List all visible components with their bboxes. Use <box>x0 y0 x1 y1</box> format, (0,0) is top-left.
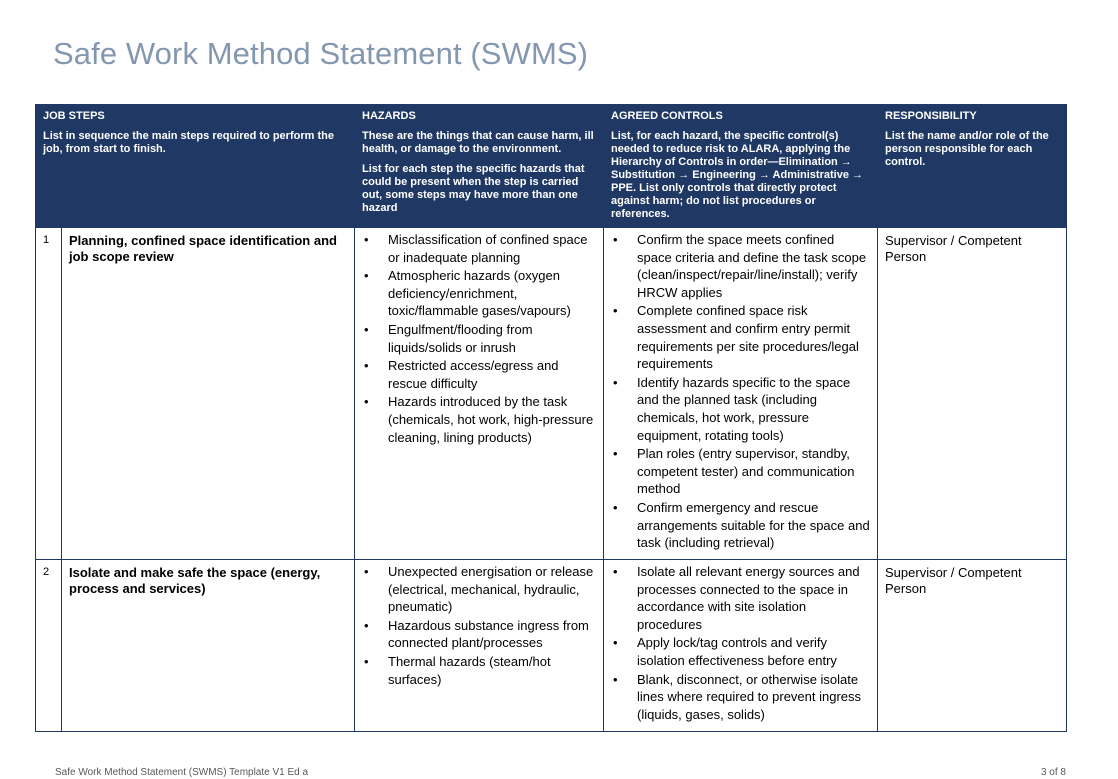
list-item <box>604 499 871 552</box>
job-step: Planning, confined space identification and job scope review <box>62 228 355 560</box>
header-hazards-desc-1: These are the things that can cause harm, ill health, or damage to the environment. <box>362 130 594 155</box>
header-hazards-desc-2: List for each step the specific hazards that could be present when the step is carried out, some steps may have more than one hazard <box>362 163 585 214</box>
list-item <box>355 267 597 320</box>
table-row <box>36 228 1067 560</box>
page-title: Safe Work Method Statement (SWMS) <box>53 36 589 71</box>
header-controls-title: AGREED CONTROLS <box>611 110 723 122</box>
bullet-icon: • <box>613 303 618 319</box>
list-item <box>355 653 597 688</box>
footer-page-number: 3 of 8 <box>1040 767 1066 778</box>
list-item <box>355 231 597 266</box>
header-responsibility <box>878 105 1067 228</box>
hazard-text: Unexpected energisation or release (electrical, mechanical, hydraulic, pneumatic) <box>388 564 594 615</box>
header-controls-desc: List, for each hazard, the specific control(s) needed to reduce risk to ALARA, applying the Hierarchy of Controls in order—Elimination → Substitution → Engineering → Administrative → PPE. List only controls that directly protect against harm; do not list procedures or references. <box>611 130 863 220</box>
bullet-icon: • <box>613 374 618 390</box>
bullet-icon: • <box>613 499 618 515</box>
hazard-text: Misclassification of confined space or inadequate planning <box>388 232 588 265</box>
list-item <box>355 617 597 652</box>
header-agreed-controls <box>604 105 878 228</box>
list-item <box>355 357 597 392</box>
list-item <box>604 302 871 372</box>
header-job-steps-title: JOB STEPS <box>43 110 105 122</box>
header-job-steps-desc: List in sequence the main steps required to perform the job, from start to finish. <box>43 130 334 155</box>
step-number: 1 <box>36 228 62 560</box>
bullet-icon: • <box>364 394 369 410</box>
control-text: Plan roles (entry supervisor, standby, competent tester) and communication method <box>637 446 855 497</box>
responsibility: Supervisor / Competent Person <box>878 560 1067 732</box>
step-number: 2 <box>36 560 62 732</box>
list-item <box>604 671 871 724</box>
bullet-icon: • <box>364 232 369 247</box>
job-step: Isolate and make safe the space (energy, process and services) <box>62 560 355 732</box>
hazard-text: Thermal hazards (steam/hot surfaces) <box>388 653 551 687</box>
hazards-list <box>355 563 597 688</box>
table-row <box>36 560 1067 732</box>
list-item <box>604 634 871 669</box>
hazard-text: Restricted access/egress and rescue difficulty <box>388 358 559 391</box>
responsibility: Supervisor / Competent Person <box>878 228 1067 560</box>
header-responsibility-desc: List the name and/or role of the person responsible for each control. <box>885 130 1049 168</box>
bullet-icon: • <box>364 268 369 284</box>
controls-list <box>604 563 871 723</box>
bullet-icon: • <box>613 564 618 579</box>
bullet-icon: • <box>613 635 618 651</box>
header-job-steps <box>36 105 355 228</box>
hazards-cell <box>355 228 604 560</box>
control-text: Confirm emergency and rescue arrangements suitable for the space and task (including retrieval) <box>637 499 870 551</box>
hazards-cell <box>355 560 604 732</box>
hazards-list <box>355 231 597 446</box>
header-hazards <box>355 105 604 228</box>
bullet-icon: • <box>364 358 369 374</box>
header-hazards-title: HAZARDS <box>362 110 416 122</box>
list-item <box>604 563 871 633</box>
control-text: Blank, disconnect, or otherwise isolate lines where required to prevent ingress (liquids, gases, solids) <box>637 671 862 722</box>
list-item <box>355 563 597 616</box>
hazard-text: Atmospheric hazards (oxygen deficiency/enrichment, toxic/flammable gases/vapours) <box>388 268 571 319</box>
header-row <box>36 105 1067 228</box>
bullet-icon: • <box>613 446 618 462</box>
controls-cell <box>604 228 878 560</box>
control-text: Isolate all relevant energy sources and processes connected to the space in accordance with site isolation procedures <box>637 564 860 632</box>
hazard-text: Engulfment/flooding from liquids/solids or inrush <box>388 321 533 355</box>
list-item <box>355 321 597 356</box>
control-text: Complete confined space risk assessment and confirm entry permit requirements per site procedures/legal requirements <box>637 303 859 372</box>
list-item <box>355 393 597 446</box>
controls-cell <box>604 560 878 732</box>
bullet-icon: • <box>613 671 618 687</box>
footer-document-name: Safe Work Method Statement (SWMS) Template V1 Ed a <box>55 767 309 778</box>
hazard-text: Hazardous substance ingress from connected plant/processes <box>388 617 589 651</box>
bullet-icon: • <box>613 232 618 247</box>
swms-table <box>35 104 1067 732</box>
hazard-text: Hazards introduced by the task (chemicals, hot work, high-pressure cleaning, lining products) <box>388 394 594 445</box>
control-text: Identify hazards specific to the space and the planned task (including chemicals, hot work, pressure equipment, rotating tools) <box>637 374 851 443</box>
bullet-icon: • <box>364 564 369 579</box>
header-responsibility-title: RESPONSIBILITY <box>885 110 977 122</box>
list-item <box>604 445 871 498</box>
list-item <box>604 231 871 301</box>
bullet-icon: • <box>364 653 369 669</box>
control-text: Confirm the space meets confined space criteria and define the task scope (clean/inspect/repair/line/install); verify HRCW applies <box>637 232 867 300</box>
bullet-icon: • <box>364 617 369 633</box>
control-text: Apply lock/tag controls and verify isolation effectiveness before entry <box>637 635 837 668</box>
controls-list <box>604 231 871 552</box>
bullet-icon: • <box>364 321 369 337</box>
list-item <box>604 374 871 444</box>
